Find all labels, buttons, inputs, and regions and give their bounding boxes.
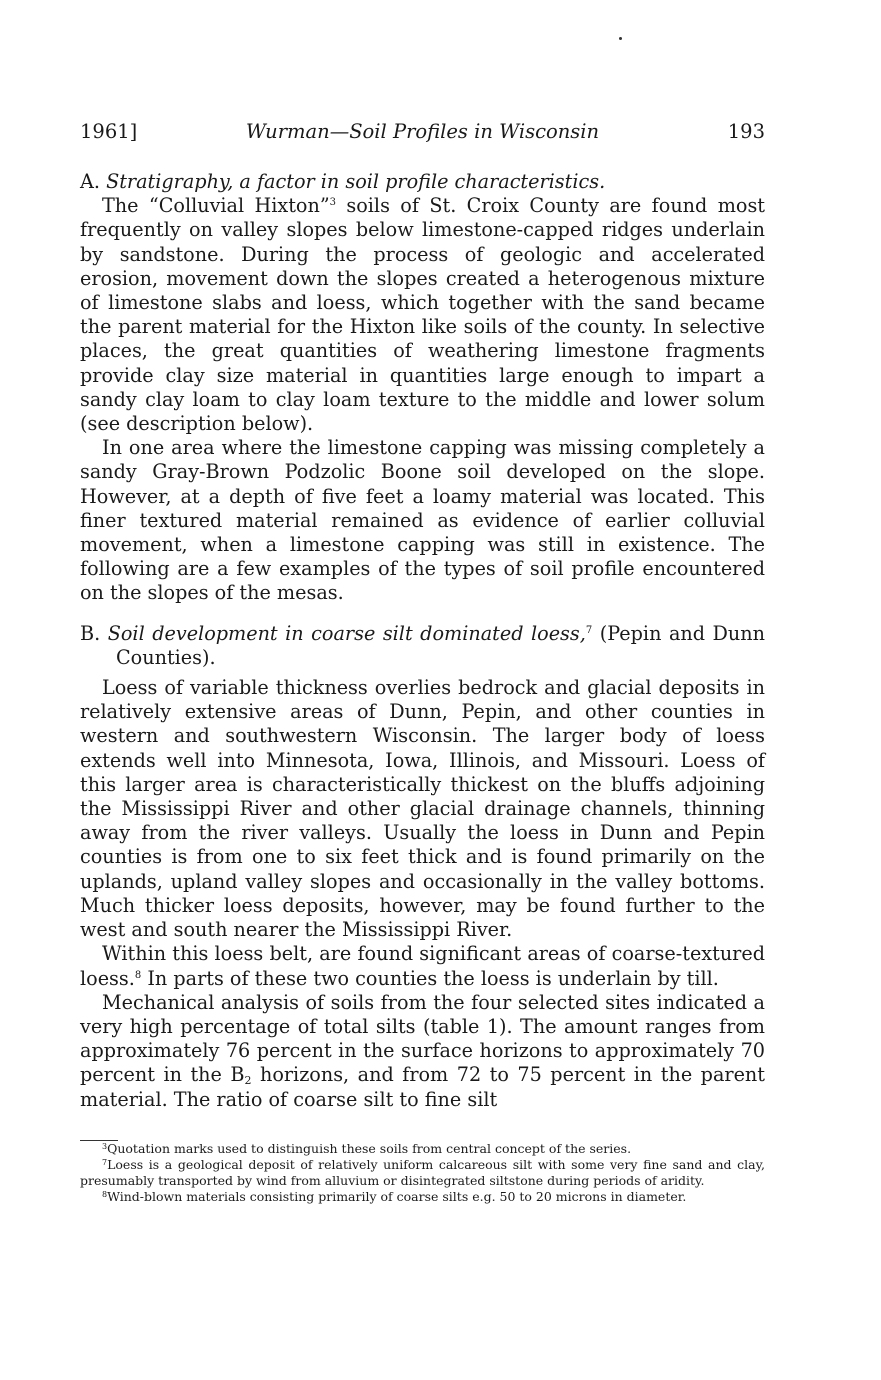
section-b-title-tail: (Pepin and Dunn Counties).: [116, 621, 766, 669]
body-text: [80, 170, 765, 1112]
footnote-mark: 8: [102, 1190, 108, 1199]
section-a-paragraph-1: [80, 194, 765, 436]
footnote-mark: 3: [102, 1142, 108, 1151]
subscript: 2: [244, 1074, 252, 1088]
section-a-paragraph-2: In one area where the limestone capping was missing completely a sandy Gray-Brown Podzolic Boone soil developed on the slope. However, at a depth of five feet a loamy material was located. This finer textured material remained as evidence of earlier colluvial movement, when a limestone capping was still in existence. The following are a few examples of the types of soil profile encountered on the slopes of the mesas.: [80, 436, 765, 605]
section-a-label: A.: [80, 170, 100, 193]
section-b-paragraph-3: [80, 991, 765, 1112]
paragraph-text: The “Colluvial Hixton”: [102, 194, 330, 218]
section-b-heading: [80, 622, 765, 670]
section-a-title: Stratigraphy, a factor in soil profile characteristics.: [106, 170, 606, 193]
footnote-ref: 8: [134, 969, 142, 981]
paragraph-text: Mechanical analysis of soils from the four selected sites indicated a very high percentage of total silts (table 1). The amount ranges from approximately 76 percent in the surface horizons to approximately 70 percent in the B: [80, 990, 765, 1087]
section-b-paragraph-2: [80, 942, 765, 990]
section-b-paragraph-1: Loess of variable thickness overlies bedrock and glacial deposits in relatively extensive areas of Dunn, Pepin, and other counties in western and southwestern Wisconsin. The larger body of loess extends well into Minnesota, Iowa, Illinois, and Missouri. Loess of this larger area is characteristically thickest on the bluffs adjoining the Mississippi River and other glacial drainage channels, thinning away from the river valleys. Usually the loess in Dunn and Pepin counties is from one to six feet thick and is found primarily on the uplands, upland valley slopes and occasionally in the valley bottoms. Much thicker loess deposits, however, may be found further to the west and south nearer the Mississippi River.: [80, 676, 765, 942]
paragraph-text: Within this loess belt, are found significant areas of coarse-textured loess.: [80, 942, 765, 990]
paragraph-text: horizons, and from 72 to 75 percent in the parent material. The ratio of coarse silt to fine silt: [80, 1063, 765, 1111]
footnote-ref: 3: [329, 197, 337, 209]
footnote: [80, 1157, 765, 1189]
footnote-ref: 7: [585, 624, 593, 636]
page-number: 193: [727, 120, 765, 143]
footnote-mark: 7: [102, 1158, 108, 1167]
footnote-text: Quotation marks used to distinguish these soils from central concept of the series.: [107, 1141, 632, 1156]
paragraph-text: In parts of these two counties the loess is underlain by till.: [141, 966, 719, 990]
footnote: [80, 1189, 765, 1205]
section-b-title: Soil development in coarse silt dominated loess,: [107, 621, 586, 645]
section-a-heading: [80, 170, 765, 194]
header-title: Wurman—Soil Profiles in Wisconsin: [245, 120, 600, 143]
footnote: [80, 1141, 765, 1157]
running-header: [80, 120, 765, 146]
footnote-text: Wind-blown materials consisting primarily of coarse silts e.g. 50 to 20 microns in diameter.: [107, 1189, 687, 1204]
paragraph-text: soils of St. Croix County are found most frequently on valley slopes below limestone-capped ridges underlain by sandstone. During the process of geologic and accelerated erosion, movement down the slopes created a heterogenous mixture of limestone slabs and loess, which together with the sand became the parent material for the Hixton like soils of the county. In selective places, the great quantities of weathering limestone fragments provide clay size material in quantities large enough to impart a sandy clay loam to clay loam texture to the middle and lower solum (see description below).: [80, 194, 766, 436]
header-year: 1961]: [80, 120, 138, 143]
footnotes: [80, 1141, 765, 1205]
footnote-text: Loess is a geological deposit of relatively uniform calcareous silt with some very fine sand and clay, presumably transported by wind from alluvium or disintegrated siltstone during periods of aridity.: [80, 1157, 765, 1188]
section-b-label: B.: [80, 621, 101, 645]
print-speck: [619, 37, 622, 40]
